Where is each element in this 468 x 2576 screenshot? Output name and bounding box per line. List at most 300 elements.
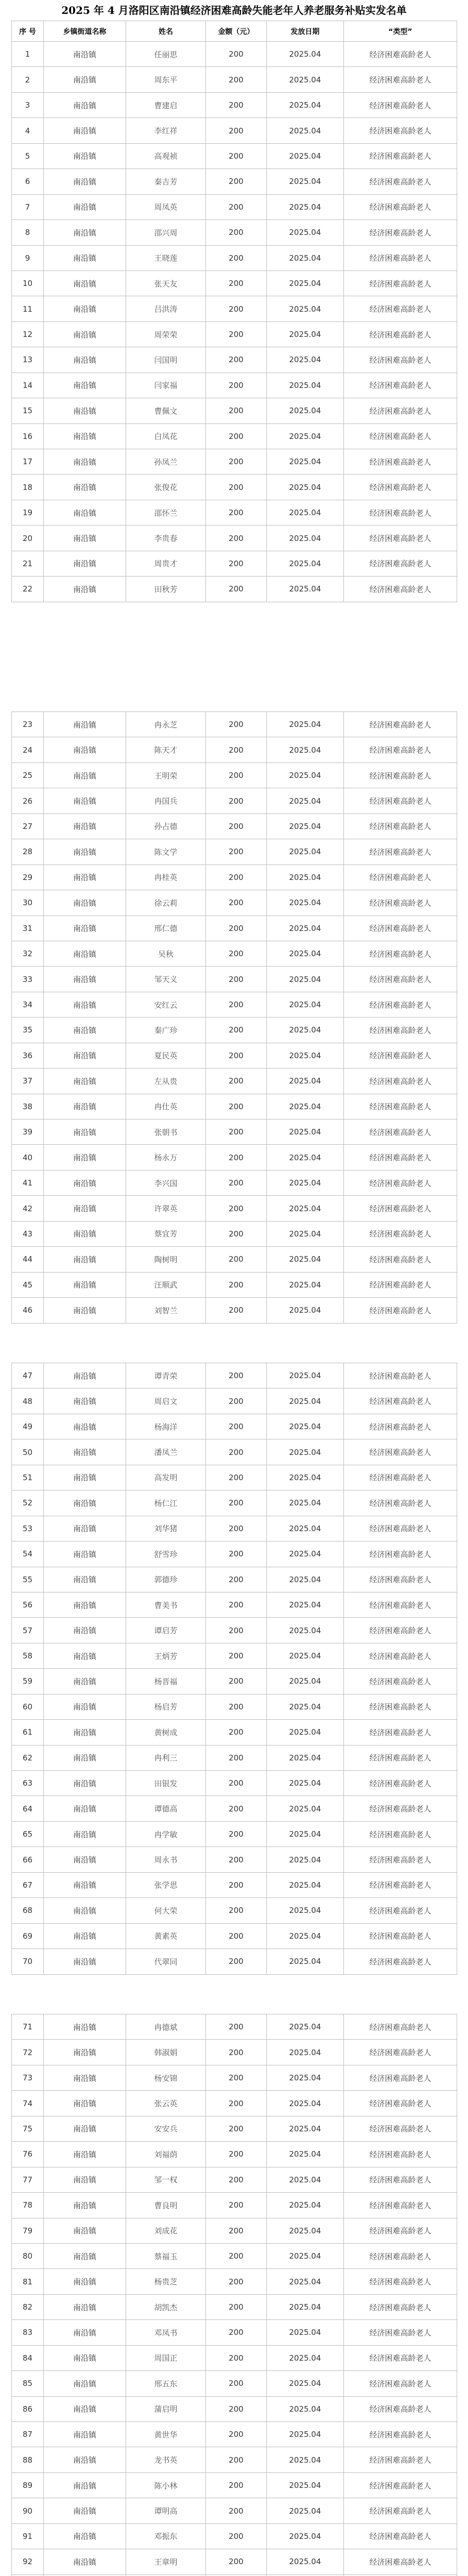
- town-name: 南沿镇: [44, 423, 126, 449]
- table-row: [12, 1618, 457, 1643]
- category: 经济困难高龄老人: [344, 814, 457, 839]
- category: 经济困难高龄老人: [344, 2218, 457, 2243]
- issue-date: 2025.04: [267, 814, 344, 839]
- town-name: 南沿镇: [44, 2294, 126, 2319]
- town-name: 南沿镇: [44, 788, 126, 814]
- roster-table: [11, 2014, 457, 2576]
- category: 经济困难高龄老人: [344, 1094, 457, 1119]
- person-name: 刘智兰: [126, 1298, 206, 1323]
- town-name: 南沿镇: [44, 2447, 126, 2472]
- table-row: [12, 2091, 457, 2116]
- town-name: 南沿镇: [44, 2549, 126, 2574]
- row-number: 28: [12, 839, 44, 865]
- amount: 200: [206, 1923, 267, 1948]
- row-number: 78: [12, 2193, 44, 2218]
- town-name: 南沿镇: [44, 1069, 126, 1094]
- table-row: [12, 2243, 457, 2268]
- person-name: 陈小林: [126, 2472, 206, 2498]
- category: 经济困难高龄老人: [344, 321, 457, 347]
- town-name: 南沿镇: [44, 1439, 126, 1465]
- issue-date: 2025.04: [267, 1847, 344, 1872]
- person-name: 王章明: [126, 2549, 206, 2574]
- town-name: 南沿镇: [44, 762, 126, 788]
- town-name: 南沿镇: [44, 220, 126, 245]
- person-name: 谭德高: [126, 1796, 206, 1821]
- amount: 200: [206, 1094, 267, 1119]
- issue-date: 2025.04: [267, 296, 344, 321]
- row-number: 13: [12, 347, 44, 372]
- issue-date: 2025.04: [267, 2549, 344, 2574]
- issue-date: 2025.04: [267, 577, 344, 602]
- person-name: 李兴国: [126, 1170, 206, 1195]
- table-row: [12, 865, 457, 890]
- table-row: [12, 1949, 457, 1974]
- table-row: [12, 1069, 457, 1094]
- person-name: 蔡福玉: [126, 2243, 206, 2268]
- row-number: 31: [12, 916, 44, 941]
- issue-date: 2025.04: [267, 169, 344, 194]
- town-name: 南沿镇: [44, 296, 126, 321]
- roster-table: [11, 711, 457, 1324]
- category: 经济困难高龄老人: [344, 42, 457, 67]
- table-section: [11, 1363, 457, 1975]
- issue-date: 2025.04: [267, 1923, 344, 1948]
- issue-date: 2025.04: [267, 2396, 344, 2421]
- person-name: 李红祥: [126, 118, 206, 143]
- issue-date: 2025.04: [267, 270, 344, 296]
- town-name: 南沿镇: [44, 2243, 126, 2268]
- issue-date: 2025.04: [267, 1298, 344, 1323]
- table-row: [12, 839, 457, 865]
- town-name: 南沿镇: [44, 1821, 126, 1846]
- amount: 200: [206, 762, 267, 788]
- town-name: 南沿镇: [44, 2345, 126, 2370]
- issue-date: 2025.04: [267, 1949, 344, 1974]
- person-name: 汪顺武: [126, 1272, 206, 1297]
- issue-date: 2025.04: [267, 1465, 344, 1490]
- amount: 200: [206, 1490, 267, 1516]
- row-number: 59: [12, 1669, 44, 1694]
- issue-date: 2025.04: [267, 1567, 344, 1592]
- table-row: [12, 474, 457, 500]
- table-row: [12, 2549, 457, 2574]
- table-row: [12, 1821, 457, 1846]
- row-number: 6: [12, 169, 44, 194]
- person-name: 张朝书: [126, 1120, 206, 1145]
- person-name: 蒲启明: [126, 2396, 206, 2421]
- issue-date: 2025.04: [267, 67, 344, 92]
- person-name: 邓振东: [126, 2523, 206, 2549]
- person-name: 孙占德: [126, 814, 206, 839]
- person-name: 田秋芳: [126, 577, 206, 602]
- issue-date: 2025.04: [267, 2345, 344, 2370]
- table-row: [12, 143, 457, 168]
- issue-date: 2025.04: [267, 1618, 344, 1643]
- row-number: 47: [12, 1363, 44, 1388]
- row-number: 68: [12, 1898, 44, 1923]
- table-row: [12, 1465, 457, 1490]
- person-name: 张天友: [126, 270, 206, 296]
- town-name: 南沿镇: [44, 2040, 126, 2065]
- person-name: 左从贵: [126, 1069, 206, 1094]
- category: 经济困难高龄老人: [344, 449, 457, 474]
- issue-date: 2025.04: [267, 1796, 344, 1821]
- town-name: 南沿镇: [44, 1541, 126, 1567]
- category: 经济困难高龄老人: [344, 2040, 457, 2065]
- person-name: 冉桂英: [126, 865, 206, 890]
- issue-date: 2025.04: [267, 1363, 344, 1388]
- row-number: 83: [12, 2320, 44, 2345]
- category: 经济困难高龄老人: [344, 941, 457, 966]
- amount: 200: [206, 1298, 267, 1323]
- table-row: [12, 1669, 457, 1694]
- town-name: 南沿镇: [44, 1043, 126, 1068]
- table-row: [12, 2345, 457, 2370]
- person-name: 蔡宜芳: [126, 1221, 206, 1246]
- row-number: 34: [12, 992, 44, 1017]
- row-number: 30: [12, 890, 44, 916]
- issue-date: 2025.04: [267, 1669, 344, 1694]
- row-number: 88: [12, 2447, 44, 2472]
- row-number: 37: [12, 1069, 44, 1094]
- row-number: 45: [12, 1272, 44, 1297]
- person-name: 秦广珍: [126, 1018, 206, 1043]
- row-number: 86: [12, 2396, 44, 2421]
- row-number: 41: [12, 1170, 44, 1195]
- category: 经济困难高龄老人: [344, 2371, 457, 2396]
- amount: 200: [206, 1196, 267, 1221]
- town-name: 南沿镇: [44, 865, 126, 890]
- amount: 200: [206, 2549, 267, 2574]
- category: 经济困难高龄老人: [344, 2091, 457, 2116]
- issue-date: 2025.04: [267, 839, 344, 865]
- amount: 200: [206, 1170, 267, 1195]
- issue-date: 2025.04: [267, 1069, 344, 1094]
- row-number: 67: [12, 1872, 44, 1897]
- person-name: 白凤花: [126, 423, 206, 449]
- person-name: 周凤英: [126, 194, 206, 219]
- category: 经济困难高龄老人: [344, 2294, 457, 2319]
- issue-date: 2025.04: [267, 1720, 344, 1745]
- row-number: 35: [12, 1018, 44, 1043]
- row-number: 39: [12, 1120, 44, 1145]
- amount: 200: [206, 1669, 267, 1694]
- issue-date: 2025.04: [267, 347, 344, 372]
- town-name: 南沿镇: [44, 1618, 126, 1643]
- issue-date: 2025.04: [267, 2269, 344, 2294]
- amount: 200: [206, 2396, 267, 2421]
- town-name: 南沿镇: [44, 1643, 126, 1668]
- row-number: 9: [12, 245, 44, 270]
- category: 经济困难高龄老人: [344, 2014, 457, 2040]
- row-number: 71: [12, 2014, 44, 2040]
- town-name: 南沿镇: [44, 118, 126, 143]
- table-row: [12, 1247, 457, 1272]
- town-name: 南沿镇: [44, 814, 126, 839]
- category: 经济困难高龄老人: [344, 474, 457, 500]
- amount: 200: [206, 2193, 267, 2218]
- table-row: [12, 2396, 457, 2421]
- person-name: 王明荣: [126, 762, 206, 788]
- issue-date: 2025.04: [267, 194, 344, 219]
- table-section: [11, 711, 457, 1324]
- person-name: 吴秋: [126, 941, 206, 966]
- person-name: 高发明: [126, 1465, 206, 1490]
- issue-date: 2025.04: [267, 762, 344, 788]
- town-name: 南沿镇: [44, 2498, 126, 2523]
- table-row: [12, 1720, 457, 1745]
- issue-date: 2025.04: [267, 1541, 344, 1567]
- issue-date: 2025.04: [267, 2091, 344, 2116]
- person-name: 邢五东: [126, 2371, 206, 2396]
- row-number: 77: [12, 2167, 44, 2192]
- issue-date: 2025.04: [267, 423, 344, 449]
- town-name: 南沿镇: [44, 1745, 126, 1770]
- table-row: [12, 762, 457, 788]
- amount: 200: [206, 2447, 267, 2472]
- issue-date: 2025.04: [267, 2243, 344, 2268]
- person-name: 冉德斌: [126, 2014, 206, 2040]
- row-number: 90: [12, 2498, 44, 2523]
- person-name: 安红云: [126, 992, 206, 1017]
- table-section: [11, 2014, 457, 2576]
- town-name: 南沿镇: [44, 712, 126, 737]
- row-number: 51: [12, 1465, 44, 1490]
- issue-date: 2025.04: [267, 1745, 344, 1770]
- town-name: 南沿镇: [44, 1414, 126, 1439]
- issue-date: 2025.04: [267, 967, 344, 992]
- town-name: 南沿镇: [44, 398, 126, 423]
- town-name: 南沿镇: [44, 1923, 126, 1948]
- town-name: 南沿镇: [44, 194, 126, 219]
- category: 经济困难高龄老人: [344, 1771, 457, 1796]
- person-name: 刘成花: [126, 2218, 206, 2243]
- amount: 200: [206, 423, 267, 449]
- person-name: 黄素英: [126, 1923, 206, 1948]
- table-row: [12, 1567, 457, 1592]
- row-number: 46: [12, 1298, 44, 1323]
- category: 经济困难高龄老人: [344, 220, 457, 245]
- table-row: [12, 1516, 457, 1541]
- person-name: 周荣荣: [126, 321, 206, 347]
- person-name: 李贵春: [126, 526, 206, 551]
- row-number: 58: [12, 1643, 44, 1668]
- row-number: 5: [12, 143, 44, 168]
- category: 经济困难高龄老人: [344, 1490, 457, 1516]
- table-row: [12, 220, 457, 245]
- table-row: [12, 1272, 457, 1297]
- issue-date: 2025.04: [267, 1872, 344, 1897]
- row-number: 19: [12, 500, 44, 525]
- row-number: 43: [12, 1221, 44, 1246]
- person-name: 周国正: [126, 2345, 206, 2370]
- table-row: [12, 2193, 457, 2218]
- row-number: 32: [12, 941, 44, 966]
- column-header: 乡镇街道名称: [44, 21, 126, 42]
- issue-date: 2025.04: [267, 2040, 344, 2065]
- town-name: 南沿镇: [44, 2396, 126, 2421]
- issue-date: 2025.04: [267, 526, 344, 551]
- issue-date: 2025.04: [267, 42, 344, 67]
- issue-date: 2025.04: [267, 2371, 344, 2396]
- table-row: [12, 372, 457, 398]
- issue-date: 2025.04: [267, 992, 344, 1017]
- category: 经济困难高龄老人: [344, 1145, 457, 1170]
- issue-date: 2025.04: [267, 474, 344, 500]
- category: 经济困难高龄老人: [344, 1516, 457, 1541]
- table-row: [12, 2065, 457, 2090]
- person-name: 张学思: [126, 1872, 206, 1897]
- amount: 200: [206, 1898, 267, 1923]
- issue-date: 2025.04: [267, 2447, 344, 2472]
- issue-date: 2025.04: [267, 890, 344, 916]
- amount: 200: [206, 398, 267, 423]
- person-name: 周永书: [126, 1847, 206, 1872]
- table-row: [12, 1771, 457, 1796]
- issue-date: 2025.04: [267, 1694, 344, 1719]
- category: 经济困难高龄老人: [344, 2269, 457, 2294]
- row-number: 85: [12, 2371, 44, 2396]
- table-row: [12, 2116, 457, 2141]
- category: 经济困难高龄老人: [344, 1745, 457, 1770]
- row-number: 52: [12, 1490, 44, 1516]
- person-name: 许翠英: [126, 1196, 206, 1221]
- issue-date: 2025.04: [267, 500, 344, 525]
- amount: 200: [206, 2065, 267, 2090]
- person-name: 高观祯: [126, 143, 206, 168]
- category: 经济困难高龄老人: [344, 1363, 457, 1388]
- table-row: [12, 916, 457, 941]
- row-number: 80: [12, 2243, 44, 2268]
- town-name: 南沿镇: [44, 1145, 126, 1170]
- town-name: 南沿镇: [44, 92, 126, 117]
- person-name: 冉利三: [126, 1745, 206, 1770]
- person-name: 邵怀兰: [126, 500, 206, 525]
- amount: 200: [206, 2091, 267, 2116]
- person-name: 胡凯杰: [126, 2294, 206, 2319]
- table-row: [12, 1196, 457, 1221]
- amount: 200: [206, 1120, 267, 1145]
- table-row: [12, 788, 457, 814]
- category: 经济困难高龄老人: [344, 1043, 457, 1068]
- amount: 200: [206, 270, 267, 296]
- category: 经济困难高龄老人: [344, 712, 457, 737]
- row-number: 81: [12, 2269, 44, 2294]
- person-name: 谭启芳: [126, 1618, 206, 1643]
- table-row: [12, 347, 457, 372]
- issue-date: 2025.04: [267, 118, 344, 143]
- table-row: [12, 423, 457, 449]
- town-name: 南沿镇: [44, 347, 126, 372]
- table-row: [12, 1490, 457, 1516]
- issue-date: 2025.04: [267, 865, 344, 890]
- amount: 200: [206, 712, 267, 737]
- column-header: 序 号: [12, 21, 44, 42]
- table-row: [12, 42, 457, 67]
- table-row: [12, 2498, 457, 2523]
- category: 经济困难高龄老人: [344, 1388, 457, 1414]
- category: 经济困难高龄老人: [344, 1120, 457, 1145]
- category: 经济困难高龄老人: [344, 2523, 457, 2549]
- person-name: 曹良明: [126, 2193, 206, 2218]
- town-name: 南沿镇: [44, 1516, 126, 1541]
- row-number: 64: [12, 1796, 44, 1821]
- issue-date: 2025.04: [267, 2065, 344, 2090]
- town-name: 南沿镇: [44, 1094, 126, 1119]
- row-number: 11: [12, 296, 44, 321]
- town-name: 南沿镇: [44, 1771, 126, 1796]
- table-row: [12, 2294, 457, 2319]
- town-name: 南沿镇: [44, 1720, 126, 1745]
- amount: 200: [206, 1439, 267, 1465]
- person-name: 邹一权: [126, 2167, 206, 2192]
- amount: 200: [206, 1720, 267, 1745]
- row-number: 8: [12, 220, 44, 245]
- table-row: [12, 1120, 457, 1145]
- table-row: [12, 2320, 457, 2345]
- table-row: [12, 1541, 457, 1567]
- row-number: 17: [12, 449, 44, 474]
- row-number: 60: [12, 1694, 44, 1719]
- category: 经济困难高龄老人: [344, 2320, 457, 2345]
- person-name: 周东平: [126, 67, 206, 92]
- issue-date: 2025.04: [267, 1094, 344, 1119]
- person-name: 闫家福: [126, 372, 206, 398]
- row-number: 84: [12, 2345, 44, 2370]
- person-name: 田银发: [126, 1771, 206, 1796]
- person-name: 杨启芳: [126, 1694, 206, 1719]
- row-number: 4: [12, 118, 44, 143]
- issue-date: 2025.04: [267, 1592, 344, 1617]
- person-name: 杨海洋: [126, 1414, 206, 1439]
- town-name: 南沿镇: [44, 372, 126, 398]
- person-name: 杨贵芝: [126, 2269, 206, 2294]
- amount: 200: [206, 449, 267, 474]
- row-number: 38: [12, 1094, 44, 1119]
- row-number: 57: [12, 1618, 44, 1643]
- amount: 200: [206, 2142, 267, 2167]
- issue-date: 2025.04: [267, 2498, 344, 2523]
- town-name: 南沿镇: [44, 1592, 126, 1617]
- table-row: [12, 500, 457, 525]
- person-name: 徐云莉: [126, 890, 206, 916]
- amount: 200: [206, 916, 267, 941]
- row-number: 1: [12, 42, 44, 67]
- person-name: 曹佩文: [126, 398, 206, 423]
- row-number: 75: [12, 2116, 44, 2141]
- amount: 200: [206, 1516, 267, 1541]
- amount: 200: [206, 2014, 267, 2040]
- person-name: 邓凤书: [126, 2320, 206, 2345]
- amount: 200: [206, 788, 267, 814]
- person-name: 张俊花: [126, 474, 206, 500]
- amount: 200: [206, 1388, 267, 1414]
- town-name: 南沿镇: [44, 1669, 126, 1694]
- issue-date: 2025.04: [267, 1120, 344, 1145]
- row-number: 18: [12, 474, 44, 500]
- town-name: 南沿镇: [44, 1247, 126, 1272]
- person-name: 代翠同: [126, 1949, 206, 1974]
- category: 经济困难高龄老人: [344, 865, 457, 890]
- category: 经济困难高龄老人: [344, 1018, 457, 1043]
- person-name: 邹天义: [126, 967, 206, 992]
- table-row: [12, 1592, 457, 1617]
- person-name: 韩淑娟: [126, 2040, 206, 2065]
- issue-date: 2025.04: [267, 1043, 344, 1068]
- row-number: 48: [12, 1388, 44, 1414]
- table-row: [12, 194, 457, 219]
- amount: 200: [206, 1821, 267, 1846]
